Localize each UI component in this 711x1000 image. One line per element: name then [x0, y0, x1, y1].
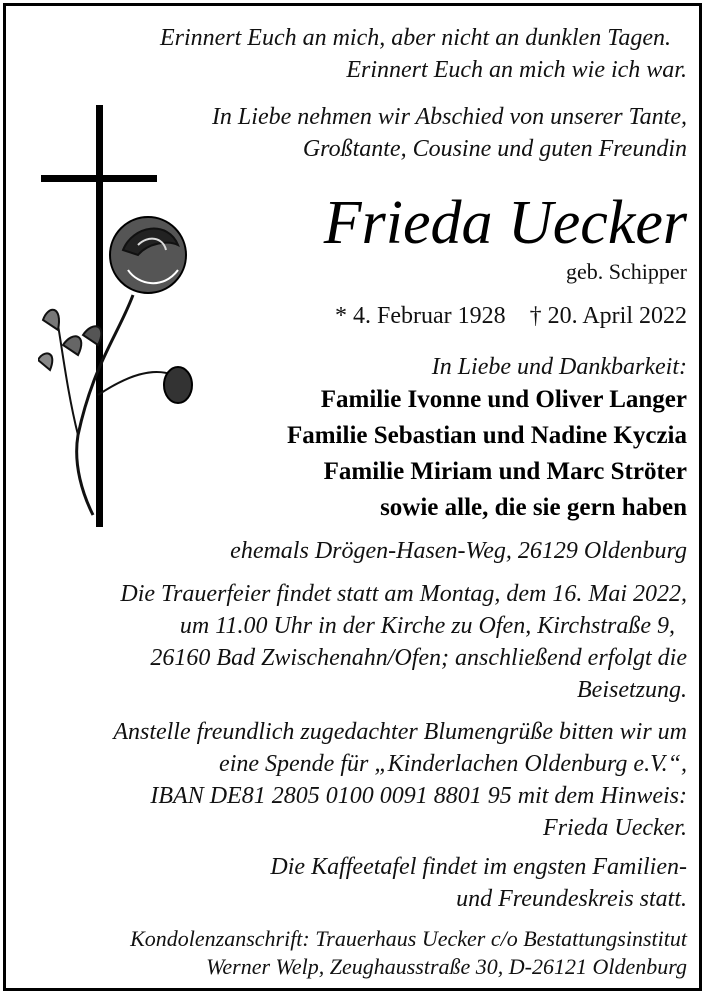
epigraph-line-1: Erinnert Euch an mich, aber nicht an dunklen Tagen.	[159, 25, 671, 51]
condolence-line-1: Kondolenzanschrift: Trauerhaus Uecker c/o Bestattungsinstitut	[130, 926, 687, 951]
mourner-family-2: Familie Sebastian und Nadine Kyczia	[286, 422, 687, 449]
service-line-2: um 11.00 Uhr in der Kirche zu Ofen, Kirchstraße 9,	[179, 613, 675, 639]
epigraph-line-2: Erinnert Euch an mich wie ich war.	[346, 57, 687, 83]
former-address: ehemals Drögen-Hasen-Weg, 26129 Oldenburg	[230, 538, 687, 564]
donation-line-2: eine Spende für „Kinderlachen Oldenburg e.V.“,	[219, 751, 687, 777]
intro-line-2: Großtante, Cousine und guten Freundin	[302, 136, 687, 162]
deceased-name: Frieda Uecker	[323, 189, 687, 257]
rose-icon	[38, 217, 192, 515]
donation-line-1: Anstelle freundlich zugedachter Blumengrüße bitten wir um	[113, 719, 687, 745]
mourner-family-4: sowie alle, die sie gern haben	[380, 494, 687, 521]
mourner-family-3: Familie Miriam und Marc Ströter	[323, 458, 687, 485]
service-line-4: Beisetzung.	[577, 677, 687, 703]
donation-line-3: IBAN DE81 2805 0100 0091 8801 95 mit dem Hinweis:	[150, 783, 687, 809]
service-line-3: 26160 Bad Zwischenahn/Ofen; anschließend erfolgt die	[150, 645, 687, 671]
mourner-family-1: Familie Ivonne und Oliver Langer	[320, 386, 687, 413]
intro-line-1: In Liebe nehmen wir Abschied von unserer Tante,	[211, 104, 687, 130]
life-dates: * 4. Februar 1928 † 20. April 2022	[335, 303, 687, 329]
reception-line-1: Die Kaffeetafel findet im engsten Familien-	[270, 854, 687, 880]
condolence-line-2: Werner Welp, Zeughausstraße 30, D-26121 Oldenburg	[206, 954, 687, 979]
service-line-1: Die Trauerfeier findet statt am Montag, dem 16. Mai 2022,	[120, 581, 687, 607]
reception-line-2: und Freundeskreis statt.	[456, 886, 687, 912]
cross-rose-illustration	[38, 105, 208, 535]
donation-line-4: Frieda Uecker.	[543, 815, 687, 841]
birth-name: geb. Schipper	[566, 259, 687, 284]
mourners-heading: In Liebe und Dankbarkeit:	[431, 354, 687, 380]
